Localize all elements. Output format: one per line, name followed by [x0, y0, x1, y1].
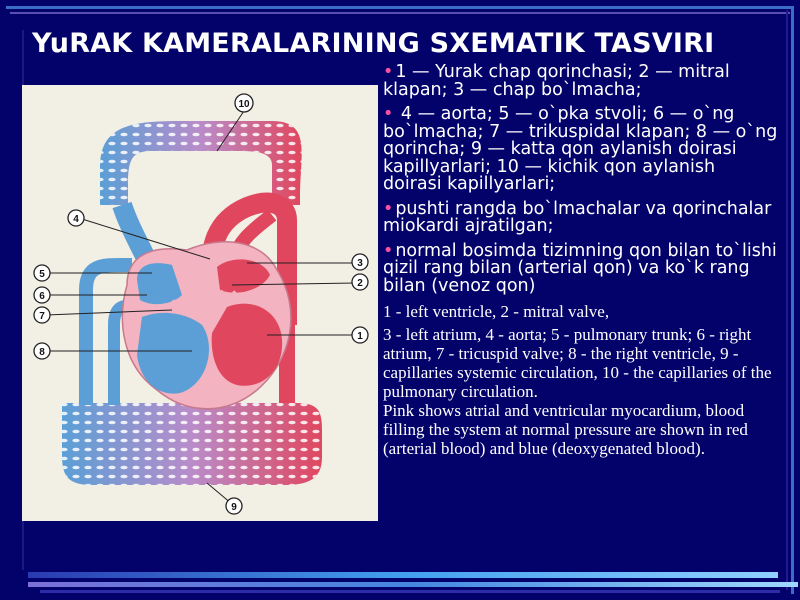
- frame-line-top: [6, 6, 794, 9]
- bullet-item: [383, 64, 778, 99]
- label-1: 1: [357, 331, 363, 342]
- decor-bar-bottom: [28, 572, 778, 578]
- bullet-dot-icon: •: [383, 198, 394, 219]
- decor-bar-bottom-2: [28, 582, 798, 587]
- bullet-text: 4 — aorta; 5 — o`pka stvoli; 6 — o`ng bo`lmacha; 7 — trikuspidal klapan; 8 — o`ng qorincha; 9 — katta qon aylanish doirasi kapillyarlari; 10 — kichik qon aylanish doirasi kapillyarlari;: [383, 104, 778, 194]
- bullet-text: 1 — Yurak chap qorinchasi; 2 — mitral klapan; 3 — chap bo`lmacha;: [383, 62, 730, 100]
- heart-diagram-svg: [22, 85, 378, 521]
- label-2: 2: [357, 278, 363, 289]
- label-9: 9: [231, 502, 237, 513]
- bullet-dot-icon: •: [383, 240, 394, 261]
- label-3: 3: [357, 258, 363, 269]
- pulmonary-capillaries: [100, 121, 302, 205]
- heart-diagram: [22, 85, 378, 521]
- bullet-dot-icon: •: [383, 62, 394, 82]
- label-5: 5: [39, 269, 45, 280]
- label-7: 7: [39, 311, 45, 322]
- bullet-item: [383, 198, 778, 236]
- bullet-text: normal bosimda tizimning qon bilan to`lishi qizil rang bilan (arterial qon) va ko`k rang bilan (venoz qon): [383, 240, 777, 296]
- label-6: 6: [39, 291, 45, 302]
- bullet-item: [383, 240, 778, 296]
- english-caption-line: 1 - left ventricle, 2 - mitral valve,: [383, 302, 610, 321]
- bullet-text: pushti rangda bo`lmachalar va qorinchalar miokardi ajratilgan;: [383, 198, 772, 236]
- english-caption-colors: Pink shows atrial and ventricular myocardium, blood filling the system at normal pressure are shown in red (arterial blood) and blue (deoxygenated blood).: [383, 401, 748, 458]
- systemic-capillaries: [62, 403, 322, 485]
- frame-line-top-inner: [10, 12, 790, 14]
- text-column: [383, 64, 778, 458]
- frame-line-right-inner: [786, 10, 788, 590]
- label-8: 8: [39, 347, 45, 358]
- frame-line-right: [791, 6, 794, 594]
- decor-bar-bottom-3: [40, 590, 780, 593]
- english-caption-legend: 3 - left atrium, 4 - aorta; 5 - pulmonary trunk; 6 - right atrium, 7 - tricuspid valve; 8 - the right ventricle, 9 - capillaries systemic circulation, 10 - the capillaries of the pulmonary circulation.: [383, 325, 772, 401]
- left-ventricle: [212, 304, 282, 386]
- label-10: 10: [238, 99, 250, 110]
- slide-title: YuRAK KAMERALARINING SXEMATIK TASVIRI: [32, 28, 715, 59]
- bullet-item: [383, 106, 778, 194]
- label-4: 4: [73, 214, 79, 225]
- bullet-dot-icon: •: [383, 104, 394, 124]
